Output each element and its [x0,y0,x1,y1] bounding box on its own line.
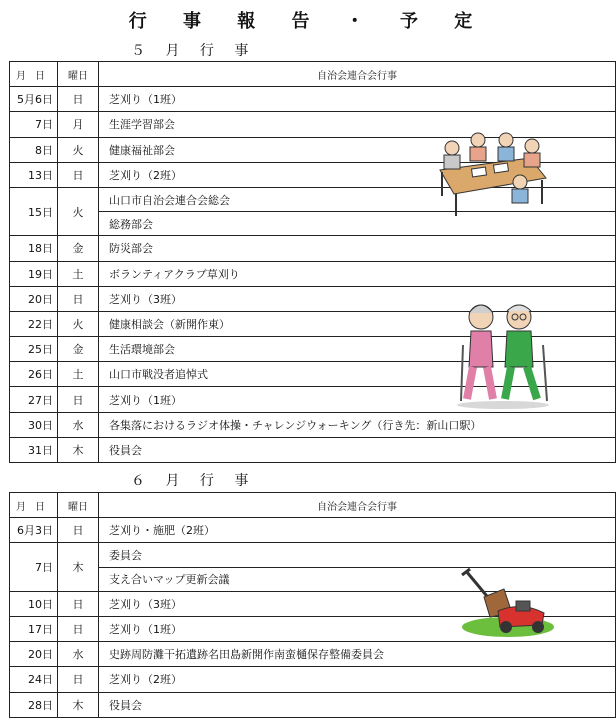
event-cell: 芝刈り（3班） [99,591,616,616]
event-cell: 委員会 [99,543,616,567]
event-cell: 健康相談会（新開作東） [99,311,616,336]
date-cell: 10日 [10,591,58,616]
date-cell: 27日 [10,387,58,412]
walking-couple-illustration [453,295,553,411]
day-header: 日 [35,70,45,82]
weekday-cell: 日 [58,286,99,311]
table-header-row [10,493,616,518]
weekday-cell: 火 [58,187,99,235]
event-cell: 芝刈り（1班） [99,87,616,112]
date-cell: 6月3日 [10,518,58,543]
weekday-cell: 木 [58,543,99,591]
event-cell: 芝刈り・施肥（2班） [99,518,616,543]
event-cell: 各集落におけるラジオ体操・チャレンジウォーキング（行き先：新山口駅） [99,412,616,437]
table-row [10,692,616,717]
weekday-cell: 金 [58,337,99,362]
table-row [10,412,616,437]
weekday-cell: 水 [58,412,99,437]
event-cell: 山口市戦没者追悼式 [99,362,616,387]
date-cell: 8日 [10,137,58,162]
lawn-mower-illustration [458,567,556,639]
event-cell: 健康福祉部会 [99,137,616,162]
date-cell: 30日 [10,412,58,437]
june-heading: ６ 月 行 事 [131,473,257,489]
date-cell: 28日 [10,692,58,717]
event-column-header: 自治会連合会行事 [99,62,616,87]
day-header: 日 [35,501,45,513]
table-row [10,437,616,462]
weekday-cell: 水 [58,642,99,667]
date-cell: 18日 [10,236,58,261]
weekday-cell: 木 [58,692,99,717]
weekday-cell: 金 [58,236,99,261]
date-cell: 5月6日 [10,87,58,112]
event-cell: 史跡周防灘干拓遺跡名田島新開作南蛮樋保存整備委員会 [99,642,616,667]
event-cell: 防災部会 [99,236,616,261]
table-row [10,518,616,543]
page-title: 行 事 報 告 ・ 予 定 [128,11,488,32]
event-cell: 芝刈り（3班） [99,286,616,311]
event-cell: 役員会 [99,692,616,717]
weekday-cell: 日 [58,162,99,187]
date-cell: 17日 [10,616,58,641]
table-row [10,543,616,567]
event-column-header: 自治会連合会行事 [99,493,616,518]
table-row [10,87,616,112]
weekday-cell: 木 [58,437,99,462]
weekday-cell: 日 [58,667,99,692]
event-cell: 芝刈り（1班） [99,616,616,641]
date-column-header [10,493,58,518]
date-cell: 7日 [10,543,58,591]
date-cell: 20日 [10,286,58,311]
weekday-column-header: 曜日 [58,493,99,518]
weekday-cell: 日 [58,591,99,616]
weekday-cell: 日 [58,518,99,543]
weekday-cell: 火 [58,137,99,162]
event-cell: 芝刈り（1班） [99,387,616,412]
event-cell: 生活環境部会 [99,337,616,362]
date-cell: 25日 [10,337,58,362]
weekday-column-header: 曜日 [58,62,99,87]
table-row [10,261,616,286]
date-cell: 20日 [10,642,58,667]
month-header: 月 [16,70,26,82]
date-cell: 31日 [10,437,58,462]
meeting-illustration [432,130,550,218]
event-cell: ボランティアクラブ草刈り [99,261,616,286]
weekday-cell: 土 [58,362,99,387]
date-cell: 24日 [10,667,58,692]
weekday-cell: 土 [58,261,99,286]
table-row [10,236,616,261]
event-cell: 支え合いマップ更新会議 [99,567,616,591]
date-cell: 15日 [10,187,58,235]
date-cell: 22日 [10,311,58,336]
table-header-row [10,62,616,87]
may-heading: ５ 月 行 事 [131,43,257,59]
weekday-cell: 月 [58,112,99,137]
weekday-cell: 日 [58,616,99,641]
table-row [10,667,616,692]
event-cell: 役員会 [99,437,616,462]
event-cell: 生涯学習部会 [99,112,616,137]
month-header: 月 [16,501,26,513]
date-cell: 26日 [10,362,58,387]
table-row [10,642,616,667]
event-cell: 山口市自治会連合会総会 [99,187,616,211]
weekday-cell: 火 [58,311,99,336]
date-cell: 7日 [10,112,58,137]
date-cell: 19日 [10,261,58,286]
event-cell: 芝刈り（2班） [99,162,616,187]
date-column-header [10,62,58,87]
weekday-cell: 日 [58,387,99,412]
event-cell: 芝刈り（2班） [99,667,616,692]
weekday-cell: 日 [58,87,99,112]
date-cell: 13日 [10,162,58,187]
event-cell: 総務部会 [99,212,616,236]
